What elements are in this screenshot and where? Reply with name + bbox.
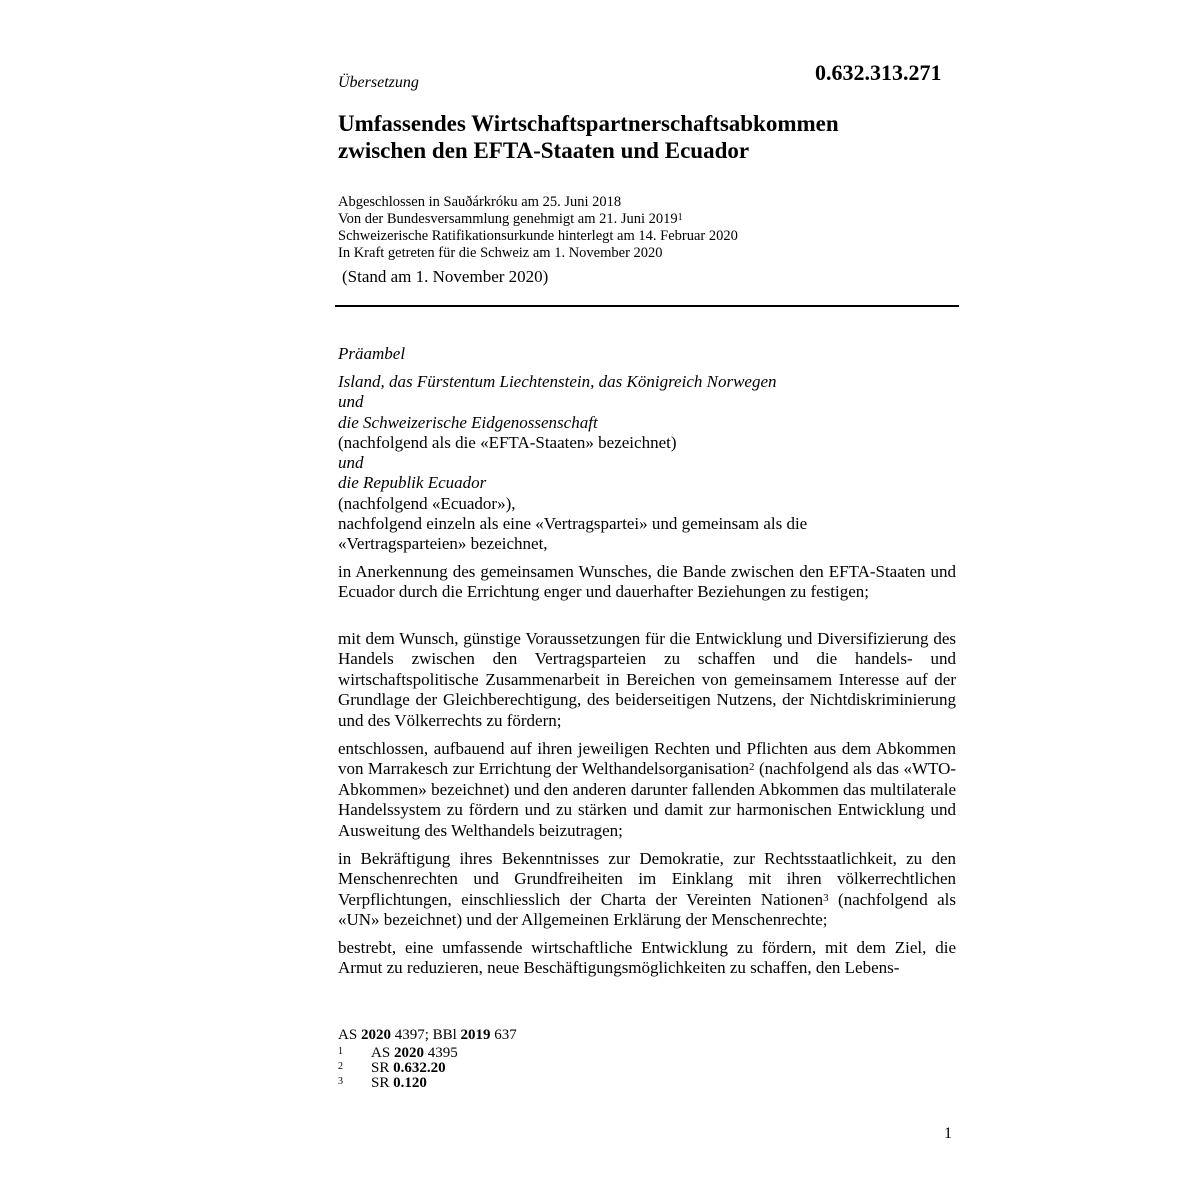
footnote-number: 2 (338, 1061, 343, 1072)
in-force-date: In Kraft getreten für die Schweiz am 1. November 2020 (338, 245, 663, 261)
footnote-number: 3 (338, 1076, 343, 1087)
footnote-text: AS 2020 4395 (371, 1045, 458, 1061)
footnote-text: SR 0.632.20 (371, 1060, 446, 1076)
party-line: und (338, 453, 364, 473)
approved-date: Von der Bundesversammlung genehmigt am 21. Juni 2019$^1$ (338, 211, 683, 227)
party-line: die Schweizerische Eidgenossenschaft (338, 412, 598, 432)
title-line-1: Umfassendes Wirtschaftspartnerschaftsabkommen (338, 111, 839, 136)
party-line: (nachfolgend «Ecuador»), (338, 493, 516, 513)
header-divider (335, 305, 959, 307)
ratification-date: Schweizerische Ratifikationsurkunde hinterlegt am 14. Februar 2020 (338, 228, 738, 244)
party-line: «Vertragsparteien» bezeichnet, (338, 534, 548, 554)
footnote-number: 1 (338, 1046, 343, 1057)
footnote-mark[interactable]: 3 (823, 891, 829, 904)
contracting-parties (338, 372, 958, 555)
official-compilation-reference: AS 2020 4397; BBl 2019 637 (338, 1027, 517, 1043)
publication-metadata (338, 194, 958, 262)
party-line: und (338, 392, 364, 412)
preamble-paragraph: in Anerkennung des gemeinsamen Wunsches, die Bande zwischen den EFTA-Staaten und Ecuador durch die Errichtung enger und dauerhafter Beziehungen zu festigen; (338, 562, 956, 602)
status-date: (Stand am 1. November 2020) (342, 267, 549, 286)
preamble-paragraph: entschlossen, aufbauend auf ihren jeweiligen Rechten und Pflichten aus dem Abkommen von Marrakesch zur Errichtung der Welthandelsorganisation$^2$ (nachfolgend als das «WTO-Abkommen» bezeichnet) und den anderen darunter fallenden Abkommen das multilaterale Handelssystem zu fördern und zu stärken und damit zur harmonischen Entwicklung und Ausweitung des Welthandels beizutragen; (338, 739, 957, 840)
preamble-paragraph: mit dem Wunsch, günstige Voraussetzungen für die Entwicklung und Diversifizierung des Handels zwischen den Vertragsparteien zu schaffen und die handels- und wirtschaftspolitische Zusammenarbeit in Bereichen von gemeinsamem Interesse auf der Grundlage der Gleichberechtigung, des beiderseitigen Nutzens, der Nichtdiskriminierung und des Völkerrechts zu fördern; (338, 629, 956, 730)
preamble-heading: Präambel (338, 344, 406, 363)
translation-label: Übersetzung (338, 74, 419, 91)
party-line: Island, das Fürstentum Liechtenstein, das Königreich Norwegen (338, 372, 777, 391)
sr-number: 0.632.313.271 (815, 60, 942, 85)
title-line-2: zwischen den EFTA-Staaten und Ecuador (338, 138, 750, 163)
party-line: die Republik Ecuador (338, 473, 487, 493)
preamble-paragraph: in Bekräftigung ihres Bekenntnisses zur Demokratie, zur Rechtsstaatlichkeit, zu den Menschenrechten und Grundfreiheiten im Einklang mit ihren völkerrechtlichen Verpflichtungen, einschliesslich der Charta der Vereinten Nationen$^3$ (nachfolgend als «UN» bezeichnet) und der Allgemeinen Erklärung der Menschenrechte; (338, 849, 956, 930)
page-number: 1 (944, 1125, 952, 1142)
footnote-mark[interactable]: 1 (677, 212, 683, 223)
document-title (338, 110, 958, 164)
footnote-text: SR 0.120 (371, 1075, 427, 1091)
concluded-date: Abgeschlossen in Sauðárkróku am 25. Juni 2018 (338, 194, 622, 210)
preamble-paragraph: bestrebt, eine umfassende wirtschaftliche Entwicklung zu fördern, mit dem Ziel, die Armut zu reduzieren, neue Beschäftigungsmöglichkeiten zu schaffen, den Lebens- (338, 938, 956, 978)
party-line: nachfolgend einzeln als eine «Vertragspartei» und gemeinsam als die (338, 514, 808, 534)
party-line: (nachfolgend als die «EFTA-Staaten» bezeichnet) (338, 432, 677, 452)
footnote-mark[interactable]: 2 (749, 761, 755, 774)
